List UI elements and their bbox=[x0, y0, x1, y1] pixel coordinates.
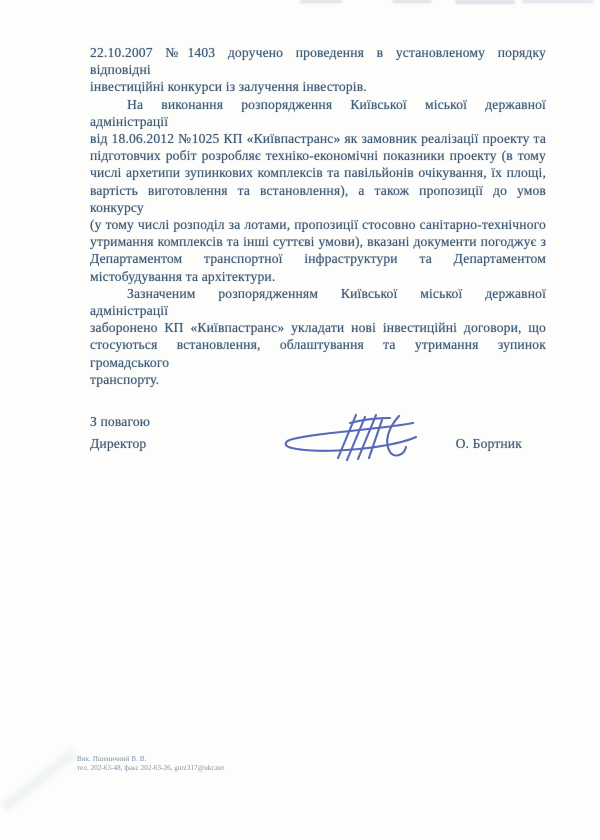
scan-artifact bbox=[300, 0, 342, 3]
text-line: стосуються встановлення, облаштування та утримання зупинок громадського bbox=[90, 337, 546, 370]
salutation: З повагою bbox=[90, 414, 151, 430]
scan-streak bbox=[0, 748, 77, 811]
text-line: числі архетипи зупинкових комплексів та павільйонів очікування, їх площі, bbox=[90, 165, 546, 181]
signer-row bbox=[90, 435, 546, 457]
footer-contacts: тел. 202-63-48, факс 202-63-26, gutz317@ukr.net bbox=[77, 763, 225, 772]
text-line: На виконання розпорядження Київської міської державної адміністрації bbox=[90, 96, 546, 129]
letter-body bbox=[90, 44, 546, 457]
footer bbox=[77, 755, 224, 772]
signer-title: Директор bbox=[90, 436, 147, 452]
footer-executor: Вик. Пшеничний В. В. bbox=[77, 755, 147, 763]
text-line: (у тому числі розподіл за лотами, пропозиції стосовно санітарно-технічного bbox=[90, 217, 546, 233]
text-line: підготовчих робіт розробляє техніко-економічні показники проекту (в тому bbox=[90, 148, 546, 164]
text-line: Департаментом транспортної інфраструктури та Департаментом bbox=[90, 251, 546, 267]
paragraph bbox=[90, 96, 546, 285]
text-line: 22.10.2007 №1403 доручено проведення в установленому порядку відповідні bbox=[90, 45, 546, 78]
text-line: Зазначеним розпорядженням Київської міської державної адміністрації bbox=[90, 285, 546, 319]
paragraph bbox=[90, 285, 546, 388]
paragraph bbox=[90, 44, 546, 96]
scan-artifact bbox=[455, 0, 515, 4]
text-line: від 18.06.2012 №1025 КП «Київпастранс» як замовник реалізації проекту та bbox=[90, 131, 546, 147]
signer-name: О. Бортник bbox=[455, 436, 522, 452]
text-line: містобудування та архітектури. bbox=[90, 268, 276, 284]
text-line: вартість виготовлення та встановлення), а також пропозиції до умов конкурсу bbox=[90, 182, 546, 215]
closing-block bbox=[90, 413, 546, 457]
text-line: утримання комплексів та інші суттєві умови), вказані документи погоджує з bbox=[90, 234, 546, 250]
scan-artifact bbox=[392, 0, 432, 3]
text-line: заборонено КП «Київпастранс» укладати нові інвестиційні договори, що bbox=[90, 320, 546, 336]
text-line: транспорту. bbox=[90, 371, 160, 387]
text-line: інвестиційні конкурси із залучення інвесторів. bbox=[90, 79, 367, 95]
signature-icon bbox=[280, 408, 422, 466]
scan-artifact bbox=[522, 0, 594, 3]
